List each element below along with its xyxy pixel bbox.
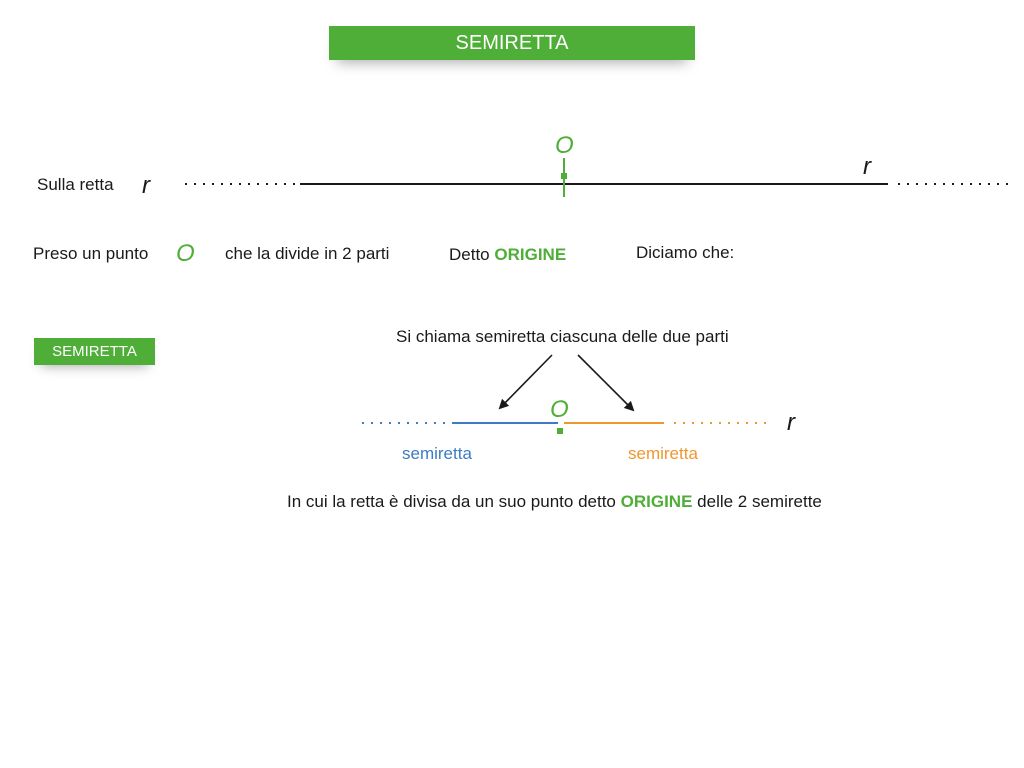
origin-point-top	[561, 173, 567, 179]
arrow-left	[500, 355, 552, 408]
detto-word: Detto	[449, 245, 490, 264]
definition-heading: Si chiama semiretta ciascuna delle due parti	[396, 327, 729, 346]
preso-un-punto-text: Preso un punto	[33, 244, 149, 263]
sulla-retta-text: Sulla retta	[37, 175, 114, 194]
semiretta-label-left: semiretta	[402, 444, 472, 463]
point-o-label: O	[176, 240, 195, 267]
r-label-left: r	[142, 172, 150, 199]
r-label-right: r	[863, 153, 871, 180]
definition-sentence	[287, 492, 822, 512]
semiretta-label-right: semiretta	[628, 444, 698, 463]
sentence-after: delle 2 semirette	[697, 492, 822, 511]
semiretta-badge: SEMIRETTA	[34, 338, 155, 365]
detto-origine-text	[449, 245, 566, 265]
origin-point-bottom	[557, 428, 563, 434]
divide-text: che la divide in 2 parti	[225, 244, 390, 263]
sentence-origine: ORIGINE	[620, 492, 693, 511]
sentence-before: In cui la retta è divisa da un suo punto detto	[287, 492, 616, 511]
arrow-right	[578, 355, 633, 410]
origin-label-top: O	[555, 132, 574, 159]
origine-word: ORIGINE	[494, 245, 567, 264]
page-title: SEMIRETTA	[329, 26, 695, 60]
diciamo-che-text: Diciamo che:	[636, 243, 735, 262]
origin-label-bottom: O	[550, 396, 569, 423]
r-label-bottom: r	[787, 409, 795, 436]
